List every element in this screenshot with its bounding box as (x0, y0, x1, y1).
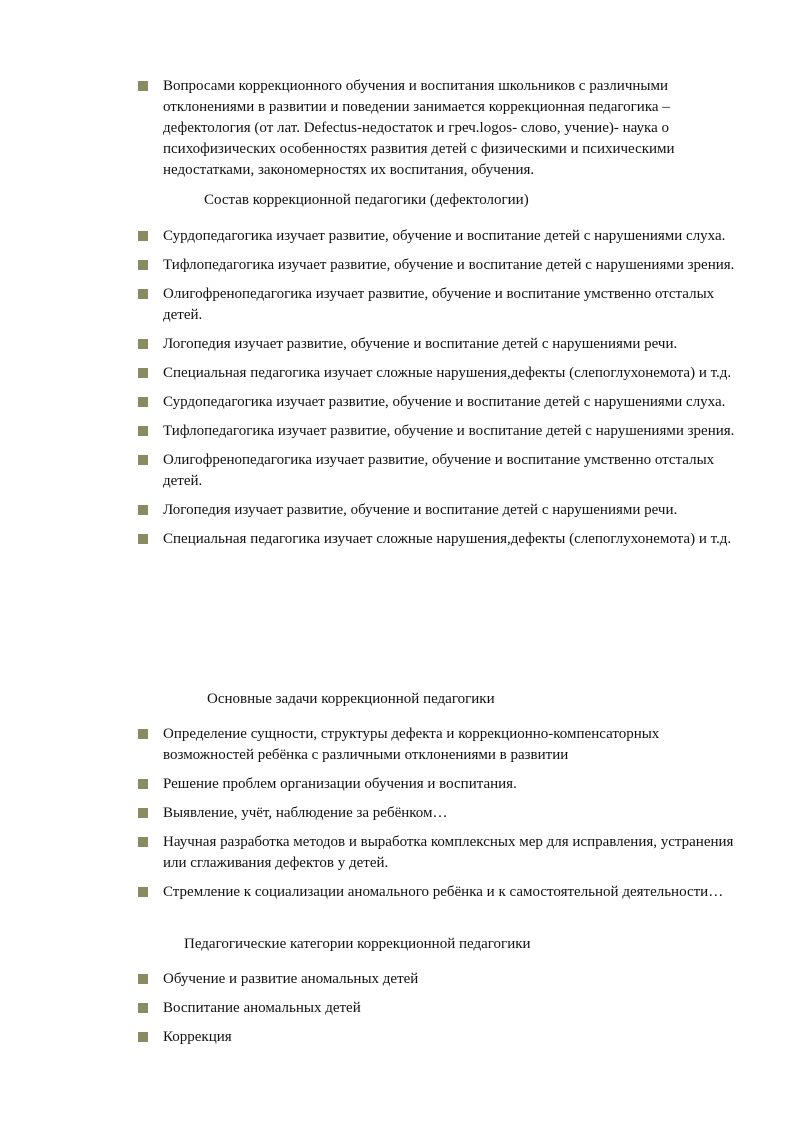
heading-categories: Педагогические категории коррекционной педагогики (184, 936, 531, 952)
list-item (0, 255, 800, 276)
square-bullet-icon (138, 81, 148, 91)
square-bullet-icon (138, 426, 148, 436)
list-item-text: Специальная педагогика изучает сложные нарушения,дефекты (слепоглухонемота) и т.д. (163, 531, 732, 547)
square-bullet-icon (138, 1032, 148, 1042)
list-item (0, 969, 800, 990)
list-item-text: Стремление к социализации аномального ребёнка и к самостоятельной деятельности… (163, 884, 724, 900)
list-item (0, 334, 800, 355)
square-bullet-icon (138, 974, 148, 984)
square-bullet-icon (138, 729, 148, 739)
intro-paragraph (0, 76, 800, 181)
square-bullet-icon (138, 837, 148, 847)
tasks-list (0, 724, 800, 903)
list-item-text: Выявление, учёт, наблюдение за ребёнком… (163, 805, 448, 821)
categories-list (0, 969, 800, 1048)
list-item (0, 774, 800, 795)
list-item (0, 363, 800, 384)
list-item (0, 803, 800, 824)
list-item (0, 998, 800, 1019)
list-item (0, 724, 800, 766)
square-bullet-icon (138, 260, 148, 270)
list-item-text: Тифлопедагогика изучает развитие, обучение и воспитание детей с нарушениями зрения. (163, 423, 735, 439)
square-bullet-icon (138, 368, 148, 378)
heading-tasks: Основные задачи коррекционной педагогики (207, 691, 495, 707)
list-item-text: Определение сущности, структуры дефекта и коррекционно-компенсаторных возможностей ребёнка с различными отклонениями в развитии (163, 726, 660, 763)
square-bullet-icon (138, 1003, 148, 1013)
list-item-text: Сурдопедагогика изучает развитие, обучение и воспитание детей с нарушениями слуха. (163, 394, 726, 410)
list-item-text: Сурдопедагогика изучает развитие, обучение и воспитание детей с нарушениями слуха. (163, 228, 726, 244)
list-item (0, 226, 800, 247)
square-bullet-icon (138, 339, 148, 349)
list-item (0, 500, 800, 521)
square-bullet-icon (138, 534, 148, 544)
list-item-text: Решение проблем организации обучения и воспитания. (163, 776, 517, 792)
list-item-text: Обучение и развитие аномальных детей (163, 971, 419, 987)
square-bullet-icon (138, 887, 148, 897)
composition-list (0, 226, 800, 550)
square-bullet-icon (138, 397, 148, 407)
list-item (0, 529, 800, 550)
square-bullet-icon (138, 289, 148, 299)
list-item-text: Коррекция (163, 1029, 232, 1045)
list-item (0, 1027, 800, 1048)
list-item-text: Научная разработка методов и выработка комплексных мер для исправления, устранения или сглаживания дефектов у детей. (163, 834, 734, 871)
list-item (0, 284, 800, 326)
list-item-text: Воспитание аномальных детей (163, 1000, 361, 1016)
intro-section (0, 76, 800, 181)
list-item-text: Логопедия изучает развитие, обучение и воспитание детей с нарушениями речи. (163, 336, 678, 352)
square-bullet-icon (138, 505, 148, 515)
list-item (0, 832, 800, 874)
list-item-text: Логопедия изучает развитие, обучение и воспитание детей с нарушениями речи. (163, 502, 678, 518)
intro-text: Вопросами коррекционного обучения и воспитания школьников с различными отклонениями в развитии и поведении занимается коррекционная педагогика – дефектология (от лат. Defectus-недостаток и греч.logos- слово, учение)- наука о психофизических особенностях развития детей с физическими и психическими недостатками, закономерностях их воспитания, обучения. (163, 78, 675, 178)
list-item (0, 450, 800, 492)
square-bullet-icon (138, 779, 148, 789)
square-bullet-icon (138, 808, 148, 818)
list-item (0, 882, 800, 903)
list-item-text: Специальная педагогика изучает сложные нарушения,дефекты (слепоглухонемота) и т.д. (163, 365, 732, 381)
square-bullet-icon (138, 455, 148, 465)
square-bullet-icon (138, 231, 148, 241)
heading-composition: Состав коррекционной педагогики (дефектологии) (204, 192, 529, 208)
list-item-text: Тифлопедагогика изучает развитие, обучение и воспитание детей с нарушениями зрения. (163, 257, 735, 273)
list-item (0, 421, 800, 442)
list-item-text: Олигофренопедагогика изучает развитие, обучение и воспитание умственно отсталых детей. (163, 286, 715, 323)
list-item (0, 392, 800, 413)
list-item-text: Олигофренопедагогика изучает развитие, обучение и воспитание умственно отсталых детей. (163, 452, 715, 489)
